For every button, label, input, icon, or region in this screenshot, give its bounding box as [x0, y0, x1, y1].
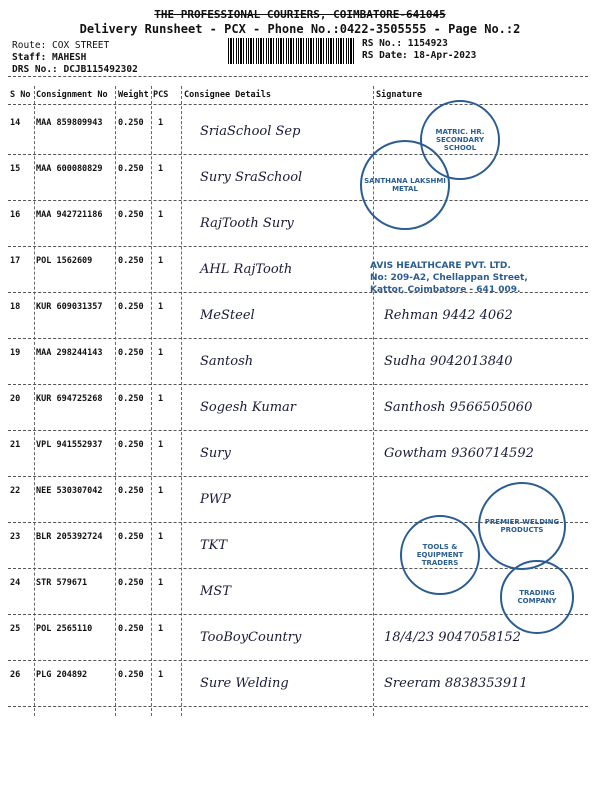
row-divider: [8, 476, 588, 477]
row-sno: 25: [10, 624, 21, 634]
rs-date: RS Date: 18-Apr-2023: [362, 50, 477, 61]
row-consignee: Sury SraSchool: [200, 170, 303, 185]
route-label: Route: COX STREET: [12, 40, 110, 51]
row-consignee: Sogesh Kumar: [200, 400, 297, 415]
row-consignee: MeSteel: [200, 308, 255, 323]
row-pcs: 1: [158, 578, 164, 588]
row-signature: Sudha 9042013840: [384, 354, 513, 369]
avis-stamp: [370, 260, 540, 296]
welding-stamp: [478, 482, 566, 570]
table-row: [8, 202, 588, 248]
row-pcs: 1: [158, 532, 164, 542]
row-weight: 0.250: [118, 348, 144, 358]
tools-stamp-text: TOOLS & EQUIPMENT TRADERS: [416, 543, 464, 567]
row-weight: 0.250: [118, 210, 144, 220]
col-details: Consignee Details: [184, 90, 271, 100]
row-weight: 0.250: [118, 118, 144, 128]
col-signature: Signature: [376, 90, 423, 100]
row-pcs: 1: [158, 302, 164, 312]
trading-stamp: [500, 560, 574, 634]
row-pcs: 1: [158, 164, 164, 174]
divider: [8, 104, 588, 105]
row-sno: 15: [10, 164, 21, 174]
row-pcs: 1: [158, 394, 164, 404]
row-sno: 16: [10, 210, 21, 220]
row-divider: [8, 568, 588, 569]
table-row: [8, 616, 588, 662]
row-weight: 0.250: [118, 394, 144, 404]
row-sno: 22: [10, 486, 21, 496]
barcode: [228, 38, 356, 64]
avis-stamp-line3: Kattor, Coimbatore - 641 009.: [370, 285, 521, 295]
row-sno: 21: [10, 440, 21, 450]
row-pcs: 1: [158, 118, 164, 128]
row-sno: 24: [10, 578, 21, 588]
row-signature: Sreeram 8838353911: [384, 676, 528, 691]
row-sno: 20: [10, 394, 21, 404]
table-row: [8, 662, 588, 708]
row-sno: 14: [10, 118, 21, 128]
row-sno: 26: [10, 670, 21, 680]
row-weight: 0.250: [118, 578, 144, 588]
row-pcs: 1: [158, 624, 164, 634]
row-consignment: MAA 859809943: [36, 118, 103, 128]
staff-label: Staff: MAHESH: [12, 52, 87, 63]
row-signature: 18/4/23 9047058152: [384, 630, 521, 645]
row-divider: [8, 246, 588, 247]
avis-stamp-line2: No: 209-A2, Chellappan Street,: [370, 273, 528, 283]
route-info: [12, 40, 138, 76]
tools-stamp: [400, 515, 480, 595]
rs-number: RS No.: 1154923: [362, 38, 448, 49]
row-weight: 0.250: [118, 624, 144, 634]
metal-stamp-text: SANTHANA LAKSHMI METAL: [364, 177, 446, 193]
row-pcs: 1: [158, 670, 164, 680]
row-divider: [8, 430, 588, 431]
row-sno: 19: [10, 348, 21, 358]
row-consignment: MAA 942721186: [36, 210, 103, 220]
page-title: Delivery Runsheet - PCX - Phone No.:0422-3505555 - Page No.:2: [79, 22, 521, 36]
row-consignment: BLR 205392724: [36, 532, 103, 542]
row-consignment: PLG 204892: [36, 670, 88, 680]
school-stamp-text: MATRIC. HR. SECONDARY SCHOOL: [435, 128, 485, 152]
row-consignee: TKT: [200, 538, 228, 553]
row-divider: [8, 154, 588, 155]
col-weight: Weight: [118, 90, 149, 100]
row-consignee: TooBoyCountry: [200, 630, 302, 645]
avis-stamp-line1: AVIS HEALTHCARE PVT. LTD.: [370, 261, 511, 271]
row-signature: Santhosh 9566505060: [384, 400, 533, 415]
row-consignment: KUR 694725268: [36, 394, 103, 404]
row-consignment: MAA 600080829: [36, 164, 103, 174]
table-row: [8, 340, 588, 386]
row-pcs: 1: [158, 256, 164, 266]
row-divider: [8, 660, 588, 661]
row-signature: Rehman 9442 4062: [384, 308, 513, 323]
row-consignment: NEE 530307042: [36, 486, 103, 496]
row-weight: 0.250: [118, 670, 144, 680]
row-consignee: Sury: [200, 446, 231, 461]
row-consignment: VPL 941552937: [36, 440, 103, 450]
row-consignee: Sure Welding: [200, 676, 289, 691]
row-weight: 0.250: [118, 486, 144, 496]
drs-number: DRS No.: DCJB115492302: [12, 64, 138, 75]
row-pcs: 1: [158, 486, 164, 496]
row-divider: [8, 614, 588, 615]
table-row: [8, 110, 588, 156]
row-consignee: RajTooth Sury: [200, 216, 294, 231]
metal-stamp: [360, 140, 450, 230]
row-pcs: 1: [158, 348, 164, 358]
row-divider: [8, 200, 588, 201]
divider: [8, 76, 588, 77]
row-weight: 0.250: [118, 256, 144, 266]
row-consignment: POL 1562609: [36, 256, 93, 266]
col-sno: S No: [10, 90, 31, 100]
row-consignee: SriaSchool Sep: [200, 124, 301, 139]
row-consignment: KUR 609031357: [36, 302, 103, 312]
row-sno: 23: [10, 532, 21, 542]
col-consignment: Consignment No: [36, 90, 108, 100]
welding-stamp-text: PREMIER WELDING PRODUCTS: [484, 518, 560, 534]
table-row: [8, 156, 588, 202]
row-consignee: Santosh: [200, 354, 254, 369]
row-weight: 0.250: [118, 164, 144, 174]
row-sno: 18: [10, 302, 21, 312]
row-weight: 0.250: [118, 440, 144, 450]
table-row: [8, 294, 588, 340]
company-name: THE PROFESSIONAL COURIERS, COIMBATORE-641045: [154, 8, 446, 21]
row-divider: [8, 384, 588, 385]
row-weight: 0.250: [118, 532, 144, 542]
table-row: [8, 432, 588, 478]
table-row: [8, 386, 588, 432]
row-consignment: STR 579671: [36, 578, 88, 588]
row-consignee: AHL RajTooth: [200, 262, 293, 277]
row-pcs: 1: [158, 210, 164, 220]
row-divider: [8, 706, 588, 707]
row-consignment: POL 2565110: [36, 624, 93, 634]
row-consignment: MAA 298244143: [36, 348, 103, 358]
trading-stamp-text: TRADING COMPANY: [517, 589, 557, 605]
row-consignee: MST: [200, 584, 231, 599]
rs-info: [362, 38, 476, 62]
row-divider: [8, 338, 588, 339]
row-weight: 0.250: [118, 302, 144, 312]
row-signature: Gowtham 9360714592: [384, 446, 534, 461]
row-consignee: PWP: [200, 492, 231, 507]
row-sno: 17: [10, 256, 21, 266]
row-pcs: 1: [158, 440, 164, 450]
col-pcs: PCS: [153, 90, 169, 100]
